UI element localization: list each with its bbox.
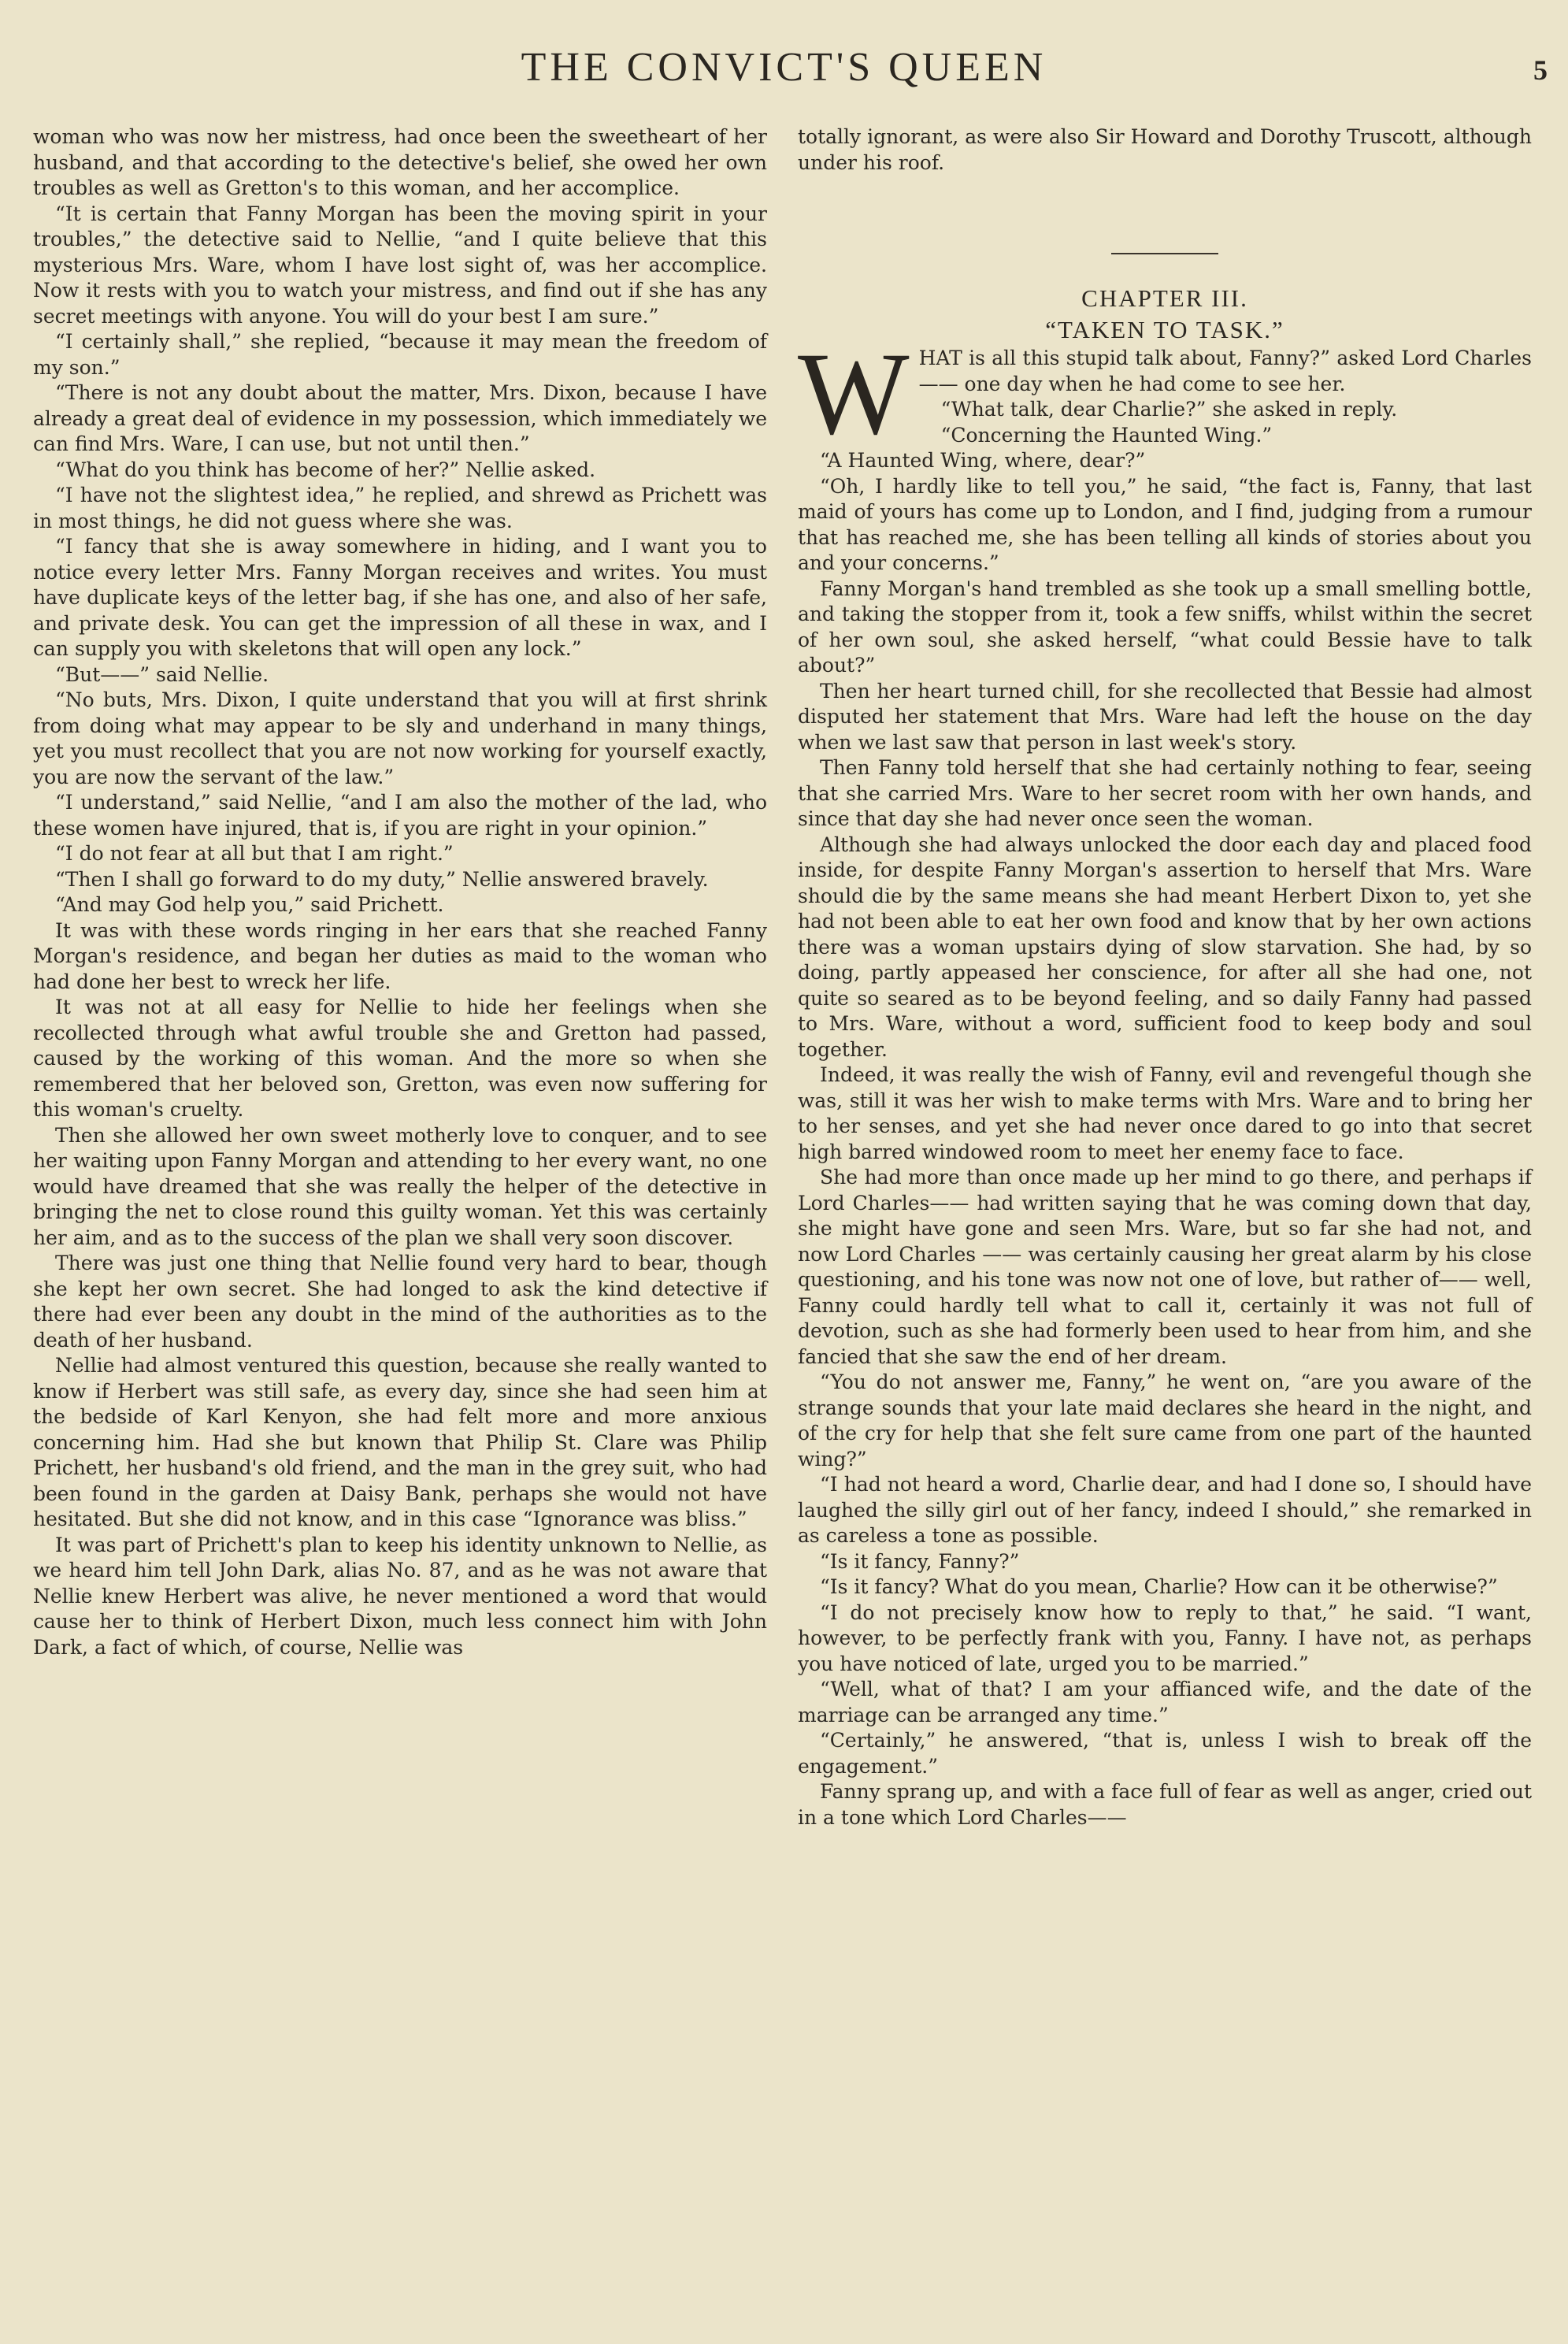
paragraph: Then Fanny told herself that she had certainly nothing to fear, seeing that she carried Mrs. Ware to her secret room with her own hands, and since that day she had never once seen the woman. <box>798 756 1532 830</box>
paragraph: “And may God help you,” said Prichett. <box>55 893 444 916</box>
paragraph: “Then I shall go forward to do my duty,” Nellie answered bravely. <box>55 867 709 891</box>
chapter-heading: CHAPTER III. <box>1081 284 1248 312</box>
paragraph: “Well, what of that? I am your affianced wife, and the date of the marriage can be arranged any time.” <box>798 1678 1532 1726</box>
paragraph: “I certainly shall,” she replied, “because it may mean the freedom of my son.” <box>33 330 767 379</box>
paragraph: Nellie had almost ventured this question, because she really wanted to know if Herbert was still safe, as every day, since she had seen him at the bedside of Karl Kenyon, she had felt more and more anxious concerning him. Had she but known that Philip St. Clare was Philip Prichett, her husband's old friend, and the man in the grey suit, who had been found in the garden at Daisy Bank, perhaps she would not have hesitated. But she did not know, and in this case “Ignorance was bliss.” <box>33 1354 767 1530</box>
paragraph: woman who was now her mistress, had once been the sweetheart of her husband, and that according to the detective's belief, she owed her own troubles as well as Gretton's to this woman, and her accomplice. <box>33 125 767 199</box>
paragraph: “I had not heard a word, Charlie dear, and had I done so, I should have laughed the silly girl out of her fancy, indeed I should,” she remarked in as careless a tone as possible. <box>798 1473 1532 1547</box>
chapter-title: “TAKEN TO TASK.” <box>1045 316 1284 343</box>
paragraph: “There is not any doubt about the matter, Mrs. Dixon, because I have already a great deal of evidence in my possession, which immediately we can find Mrs. Ware, I can use, but not until then.” <box>33 381 767 455</box>
paragraph: “Certainly,” he answered, “that is, unless I wish to break off the engagement.” <box>798 1729 1532 1778</box>
paragraph: “Is it fancy? What do you mean, Charlie? How can it be otherwise?” <box>820 1575 1498 1598</box>
running-title: THE CONVICT'S QUEEN <box>521 45 1047 90</box>
paragraph: Indeed, it was really the wish of Fanny, evil and revengeful though she was, still it was her wish to make terms with Mrs. Ware and to bring her to her senses, and yet she had never once dared to go into that secret high barred windowed room to meet her enemy face to face. <box>798 1063 1532 1163</box>
paragraph: There was just one thing that Nellie found very hard to bear, though she kept her own secret. She had longed to ask the kind detective if there had ever been any doubt in the mind of the authorities as to the death of her husband. <box>33 1252 767 1352</box>
paragraph: “I have not the slightest idea,” he replied, and shrewd as Prichett was in most things, he did not guess where she was. <box>33 484 767 532</box>
paragraph: “Concerning the Haunted Wing.” <box>940 423 1273 447</box>
paragraph: totally ignorant, as were also Sir Howard and Dorothy Truscott, although under his roof. <box>798 125 1532 174</box>
paragraph: “But——” said Nellie. <box>55 662 269 686</box>
paragraph: It was with these words ringing in her ears that she reached Fanny Morgan's residence, and began her duties as maid to the woman who had done her best to wreck her life. <box>33 918 767 993</box>
paragraph: It was part of Prichett's plan to keep his identity unknown to Nellie, as we heard him tell John Dark, alias No. 87, and as he was not aware that Nellie knew Herbert was alive, he never mentioned a word that would cause her to think of Herbert Dixon, much less connect him with John Dark, a fact of which, of course, Nellie was <box>33 1533 767 1659</box>
paragraph: “I understand,” said Nellie, “and I am also the mother of the lad, who these women have injured, that is, if you are right in your opinion.” <box>33 791 767 840</box>
chapter-divider-rule <box>1111 253 1218 254</box>
paragraph: “I do not precisely know how to reply to that,” he said. “I want, however, to be perfectly frank with you, Fanny. I have not, as perhaps you have noticed of late, urged you to be married.” <box>798 1600 1532 1675</box>
paragraph: “I fancy that she is away somewhere in hiding, and I want you to notice every letter Mrs. Fanny Morgan receives and writes. You must have duplicate keys of the letter bag, if she has one, and also of her safe, and private desk. You can get the impression of all these in wax, and I can supply you with skeletons that will open any lock.” <box>33 535 767 660</box>
paragraph: “You do not answer me, Fanny,” he went on, “are you aware of the strange sounds that your late maid declares she heard in the night, and of the cry for help that she felt sure came from one part of the haunted wing?” <box>798 1370 1532 1471</box>
paragraph: It was not at all easy for Nellie to hide her feelings when she recollected through what awful trouble she and Gretton had passed, caused by the working of this woman. And the more so when she remembered that her beloved son, Gretton, was even now suffering for this woman's cruelty. <box>33 996 767 1121</box>
paragraph: Fanny Morgan's hand trembled as she took up a small smelling bottle, and taking the stopper from it, took a few sniffs, whilst within the secret of her own soul, she asked herself, “what could Bessie have to talk about?” <box>798 577 1532 677</box>
paragraph: “No buts, Mrs. Dixon, I quite understand that you will at first shrink from doing what may appear to be sly and underhand in many things, yet you must recollect that you are not now working for yourself exactly, you are now the servant of the law.” <box>33 688 767 788</box>
paragraph: “Is it fancy, Fanny?” <box>820 1549 1020 1573</box>
drop-cap: W <box>798 328 910 459</box>
paragraph: “What do you think has become of her?” Nellie asked. <box>55 458 596 481</box>
right-column <box>798 124 1532 2314</box>
paragraph: “I do not fear at all but that I am right.” <box>55 842 454 865</box>
paragraph: Then her heart turned chill, for she recollected that Bessie had almost disputed her statement that Mrs. Ware had left the house on the day when we last saw that person in last week's story. <box>798 679 1532 754</box>
first-paragraph-text: HAT is all this stupid talk about, Fanny?” asked Lord Charles—— one day when he had come to see her. <box>918 347 1532 395</box>
paragraph: “What talk, dear Charlie?” she asked in reply. <box>940 398 1398 421</box>
left-column <box>33 124 767 2314</box>
paragraph: Fanny sprang up, and with a face full of fear as well as anger, cried out in a tone which Lord Charles—— <box>798 1780 1532 1829</box>
paragraph: “It is certain that Fanny Morgan has been the moving spirit in your troubles,” the detective said to Nellie, “and I quite believe that this mysterious Mrs. Ware, whom I have lost sight of, was her accomplice. Now it rests with you to watch your mistress, and find out if she has any secret meetings with anyone. You will do your best I am sure.” <box>33 202 767 328</box>
paragraph: “A Haunted Wing, where, dear?” <box>820 449 1146 472</box>
paragraph: “Oh, I hardly like to tell you,” he said, “the fact is, Fanny, that last maid of yours has come up to London, and I find, judging from a rumour that has reached me, she has been telling all kinds of stories about you and your concerns.” <box>798 474 1532 574</box>
paragraph: She had more than once made up her mind to go there, and perhaps if Lord Charles—— had written saying that he was coming down that day, she might have gone and seen Mrs. Ware, but so far she had not, and now Lord Charles —— was certainly causing her great alarm by his close questioning, and his tone was now not one of love, but rather of—— well, Fanny could hardly tell what to call it, certainly it was not full of devotion, such as she had formerly been used to hear from him, and she fancied that she saw the end of her dream. <box>798 1166 1532 1368</box>
paragraph: Then she allowed her own sweet motherly love to conquer, and to see her waiting upon Fanny Morgan and attending to her every want, no one would have dreamed that she was really the helper of the detective in bringing the net to close round this guilty woman. Yet this was certainly her aim, and as to the success of the plan we shall very soon discover. <box>33 1123 767 1249</box>
page-number: 5 <box>1533 54 1548 86</box>
paragraph: Although she had always unlocked the door each day and placed food inside, for despite Fanny Morgan's assertion to herself that Mrs. Ware should die by the same means she had meant Herbert Dixon to, yet she had not been able to eat her own food and know that by her own actions there was a woman upstairs dying of slow starvation. She had, by so doing, partly appeased her conscience, for after all she had one, not quite so seared as to be beyond feeling, and so daily Fanny had passed to Mrs. Ware, without a word, sufficient food to keep body and soul together. <box>798 833 1532 1061</box>
